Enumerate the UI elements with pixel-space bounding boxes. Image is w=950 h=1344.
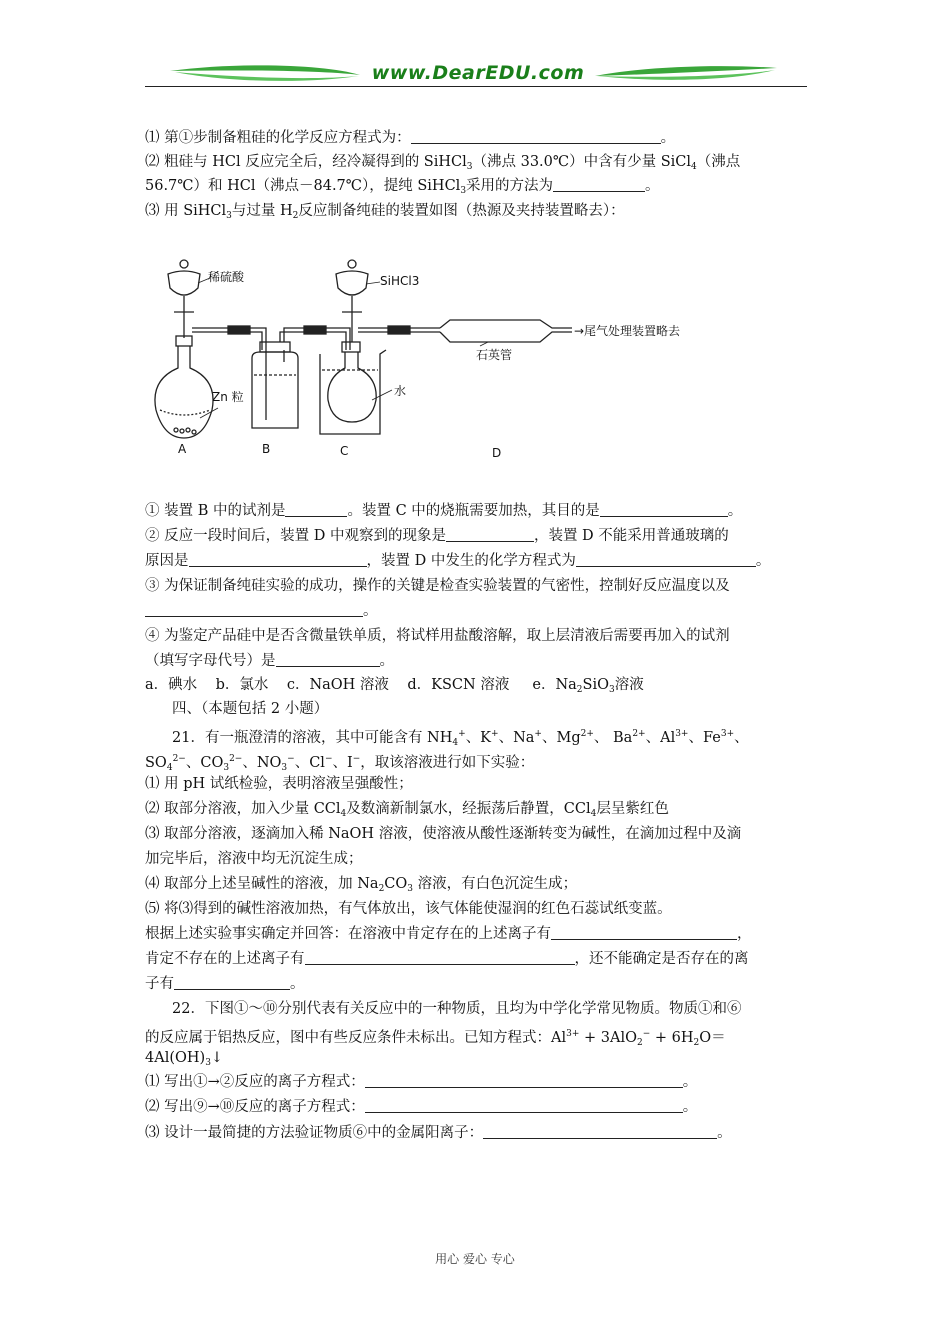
- answer-blank: [145, 602, 363, 617]
- question-21-step-2: [145, 800, 669, 823]
- subscript: 4: [691, 162, 697, 172]
- question-22-part-2: [145, 1098, 697, 1116]
- question-21-step-3-line-2: 加完毕后，溶液中均无沉淀生成；: [145, 851, 363, 867]
- page-header: [145, 58, 807, 90]
- text: 、NO: [242, 755, 282, 771]
- label-quartz-tube: 石英管: [476, 348, 513, 362]
- option-e: 溶液: [614, 677, 644, 693]
- superscript: +: [491, 729, 499, 739]
- q3-text: 反应制备纯硅的装置如图（热源及夹持装置略去）：: [298, 203, 625, 219]
- text: ⑶ 设计一最简捷的方法验证物质⑥中的金属阳离子：: [145, 1125, 484, 1141]
- answer-blank: [411, 129, 661, 144]
- superscript: −: [352, 754, 361, 764]
- text: 子有: [145, 976, 174, 992]
- text: ，装置 D 中发生的化学方程式为: [366, 553, 576, 569]
- text: 、CO: [185, 755, 224, 771]
- question-22-line-2: [145, 1025, 726, 1052]
- question-21-step-5: ⑸ 将⑶得到的碱性溶液加热，有气体放出，该气体能使湿润的红色石蕊试纸变蓝。: [145, 901, 672, 917]
- section-heading: 四、（本题包括 2 小题）: [172, 701, 329, 717]
- q2-text: ⑵ 粗硅与 HCl 反应完全后，经冷凝得到的 SiHCl: [145, 154, 467, 170]
- question-22-part-1: [145, 1073, 697, 1091]
- label-A: A: [178, 442, 187, 456]
- subscript: 3: [205, 1058, 211, 1068]
- subscript: 4: [166, 763, 173, 773]
- superscript: 2+: [632, 729, 646, 739]
- punct: 。: [363, 603, 378, 619]
- superscript: 2−: [229, 754, 243, 764]
- header-rule: [145, 86, 807, 87]
- subquestion-3-line-2: [145, 602, 378, 620]
- q3-text: ⑶ 用 SiHCl: [145, 203, 227, 219]
- question-21-conclusion-1: [145, 925, 752, 943]
- punct: 。: [379, 653, 394, 669]
- option-e: SiO: [582, 677, 609, 693]
- q3-text: 与过量 H: [231, 203, 293, 219]
- subscript: 3: [226, 211, 232, 221]
- punct: 。: [290, 976, 305, 992]
- superscript: 2−: [172, 754, 186, 764]
- label-zn-granules: Zn 粒: [212, 390, 244, 404]
- subquestion-4-line-1: [145, 627, 730, 645]
- superscript: +: [534, 729, 542, 739]
- answer-blank: [174, 975, 290, 990]
- q2-text: （沸点 33.0℃）中含有少量 SiCl: [472, 154, 692, 170]
- text: CO: [384, 876, 408, 892]
- text: 肯定不存在的上述离子有: [145, 951, 305, 967]
- text: ↓: [210, 1050, 224, 1066]
- apparatus-D: [440, 320, 572, 346]
- label-exhaust: →尾气处理装置略去: [574, 324, 681, 338]
- punct: 。: [717, 1125, 732, 1141]
- label-D: D: [492, 446, 502, 460]
- text: 、Na: [498, 730, 535, 746]
- text: 、K: [465, 730, 492, 746]
- apparatus-A: [155, 260, 218, 438]
- subquestion-3-line-1: [145, 577, 730, 595]
- subscript: 3: [466, 162, 473, 172]
- text: 原因是: [145, 553, 189, 569]
- text: ④ 为鉴定产品硅中是否含微量铁单质，将试样用盐酸溶解，取上层清液后需要再加入的试剂: [145, 628, 730, 644]
- answer-blank: [276, 652, 380, 667]
- punct: 。: [682, 1099, 698, 1115]
- text: ，装置 D 不能采用普通玻璃的: [533, 528, 729, 544]
- subscript: 2: [378, 884, 385, 894]
- subscript: 3: [407, 884, 414, 894]
- text: 、Mg: [541, 730, 581, 746]
- question-21-step-1: ⑴ 用 pH 试纸检验，表明溶液呈强酸性；: [145, 776, 413, 792]
- superscript: −: [324, 754, 333, 764]
- question-21-line-2: [145, 750, 534, 777]
- text: O＝: [699, 1030, 726, 1046]
- text: ① 装置 B 中的试剂是: [145, 503, 286, 519]
- question-21-step-4: [145, 875, 577, 898]
- punct: 。: [755, 553, 771, 569]
- text: 根据上述实验事实确定并回答：在溶液中肯定存在的上述离子有: [145, 926, 551, 942]
- apparatus-figure: [140, 250, 740, 470]
- question-2-line-1: [145, 153, 740, 176]
- label-water: 水: [394, 384, 407, 398]
- text: ② 反应一段时间后，装置 D 中观察到的现象是: [145, 528, 446, 544]
- answer-blank: [446, 527, 534, 542]
- text: 层呈紫红色: [596, 801, 669, 817]
- question-21-conclusion-3: [145, 975, 305, 993]
- text: ⑵ 写出⑨→⑩反应的离子方程式：: [145, 1099, 365, 1115]
- answer-blank: [600, 502, 728, 517]
- question-1-text: ⑴ 第①步制备粗硅的化学反应方程式为：: [145, 130, 411, 146]
- text: 4Al(OH): [145, 1050, 206, 1066]
- subscript: 2: [693, 1038, 700, 1048]
- punct: 。: [660, 130, 676, 146]
- text: 、Cl: [294, 755, 325, 771]
- text: ，取该溶液进行如下实验：: [360, 755, 535, 771]
- label-dilute-sulfuric-acid: 稀硫酸: [208, 270, 245, 284]
- text: ，还不能确定是否存在的离: [574, 951, 749, 967]
- subscript: 4: [340, 809, 347, 819]
- text: ⑷ 取部分上述呈碱性的溶液，加 Na: [145, 876, 379, 892]
- question-1-line: [145, 129, 675, 147]
- superscript: 3+: [720, 729, 735, 739]
- subscript: 2: [292, 211, 299, 221]
- answer-blank: [576, 552, 756, 567]
- superscript: 3+: [675, 729, 689, 739]
- option-e: e．Na: [532, 677, 577, 693]
- subscript: 3: [460, 186, 467, 196]
- punct: 。: [645, 178, 660, 194]
- subscript: 2: [636, 1038, 643, 1048]
- subquestion-4-line-2: [145, 652, 394, 670]
- question-21-conclusion-2: [145, 950, 749, 968]
- superscript: +: [458, 729, 466, 739]
- punct: 。: [727, 503, 743, 519]
- answer-blank: [285, 502, 347, 517]
- answer-blank: [305, 950, 575, 965]
- text: 溶液，有白色沉淀生成；: [413, 876, 578, 892]
- superscript: −: [287, 754, 295, 764]
- punct: 。: [682, 1074, 698, 1090]
- option-d: d．KSCN 溶液: [407, 677, 510, 693]
- superscript: 3+: [566, 1029, 580, 1039]
- answer-blank: [551, 925, 737, 940]
- text: 21．有一瓶澄清的溶液，其中可能含有 NH: [172, 730, 453, 746]
- option-b: b．氯水: [215, 677, 269, 693]
- question-2-line-2: [145, 177, 660, 200]
- subquestion-2-line-1: [145, 527, 729, 545]
- answer-blank: [189, 552, 367, 567]
- text: + 3AlO: [579, 1030, 637, 1046]
- answer-blank: [365, 1098, 683, 1113]
- question-21-step-3-line-1: ⑶ 取部分溶液，逐滴加入稀 NaOH 溶液，使溶液从酸性逐渐转变为碱性，在滴加过程中及滴: [145, 826, 742, 842]
- page-footer: 用心 爱心 专心: [435, 1252, 515, 1266]
- punct: ，: [737, 926, 752, 942]
- header-logo-text: www.DearEDU.com: [371, 62, 585, 84]
- subscript: 2: [576, 685, 583, 695]
- answer-blank: [365, 1073, 683, 1088]
- subscript: 3: [609, 685, 615, 695]
- answer-blank: [553, 177, 645, 192]
- question-22-line-1: 22．下图①～⑩分别代表有关反应中的一种物质，且均为中学化学常见物质。物质①和⑥: [172, 1001, 742, 1017]
- text: 、I: [332, 755, 353, 771]
- subquestion-2-line-2: [145, 552, 770, 570]
- text: 。装置 C 中的烧瓶需要加热，其目的是: [347, 503, 600, 519]
- question-22-part-3: [145, 1124, 732, 1142]
- superscript: 2+: [580, 729, 594, 739]
- text: （填写字母代号）是: [145, 653, 276, 669]
- superscript: −: [642, 1029, 651, 1039]
- text: 、Fe: [688, 730, 721, 746]
- subscript: 3: [281, 763, 288, 773]
- text: ⑵ 取部分溶液，加入少量 CCl: [145, 801, 341, 817]
- text: ③ 为保证制备纯硅实验的成功，操作的关键是检查实验装置的气密性，控制好反应温度以及: [145, 578, 730, 594]
- text: 的反应属于铝热反应，图中有些反应条件未标出。已知方程式：Al: [145, 1030, 567, 1046]
- label-C: C: [340, 444, 349, 458]
- text: SO: [145, 755, 167, 771]
- question-3-line: [145, 202, 625, 225]
- text: 、 Ba: [593, 730, 633, 746]
- subscript: 4: [452, 738, 459, 748]
- label-B: B: [262, 442, 271, 456]
- option-a: a．碘水: [145, 677, 198, 693]
- subscript: 3: [223, 763, 230, 773]
- text: 、: [734, 730, 749, 746]
- q2-text: （沸点: [696, 154, 741, 170]
- text: + 6H: [650, 1030, 694, 1046]
- answer-options: [145, 676, 644, 699]
- subscript: 4: [590, 809, 597, 819]
- answer-blank: [483, 1124, 717, 1139]
- question-21-line-1: [172, 725, 749, 752]
- q2-text: 采用的方法为: [466, 178, 554, 194]
- q2-text: 56.7℃）和 HCl（沸点－84.7℃），提纯 SiHCl: [145, 178, 461, 194]
- apparatus-B: [252, 342, 298, 428]
- text: 及数滴新制氯水，经振荡后静置，CCl: [346, 801, 591, 817]
- text: 、Al: [645, 730, 676, 746]
- text: ⑴ 写出①→②反应的离子方程式：: [145, 1074, 365, 1090]
- subquestion-1: [145, 502, 742, 520]
- label-sihcl3: SiHCl3: [380, 274, 420, 288]
- option-c: c．NaOH 溶液: [286, 677, 389, 693]
- question-22-line-3: [145, 1049, 223, 1072]
